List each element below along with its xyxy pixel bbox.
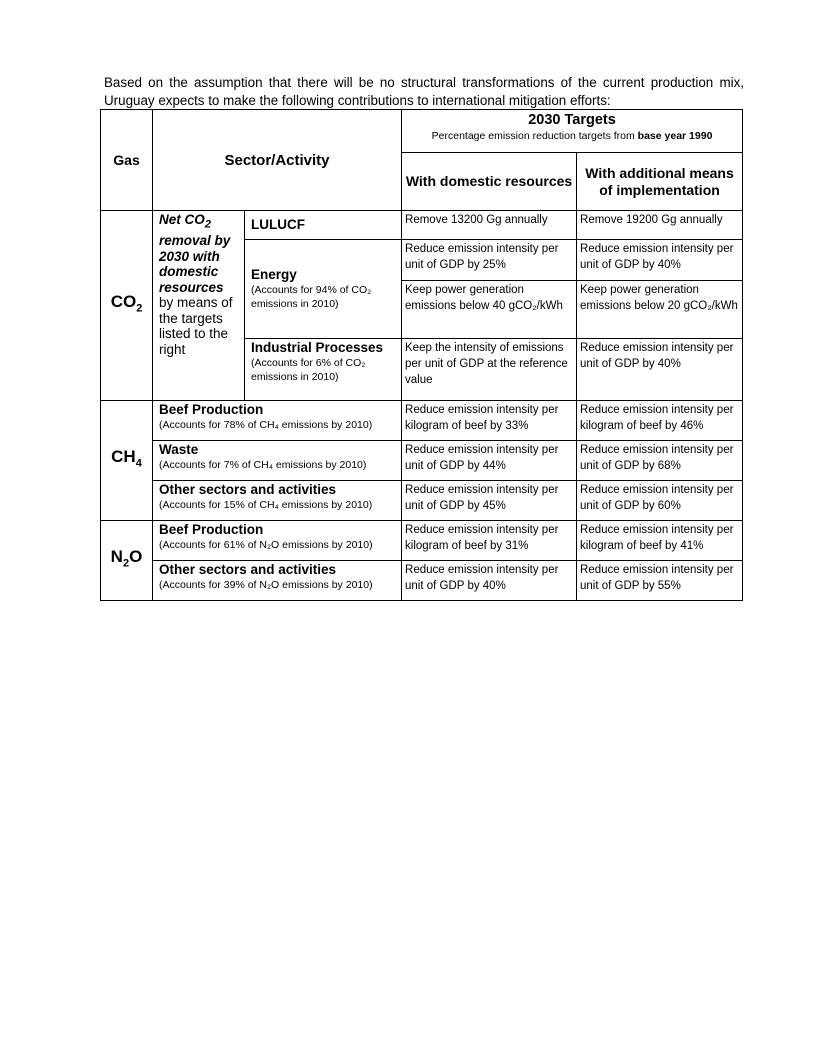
gas-n2o [101,521,153,601]
sector-title: Industrial Processes [251,340,384,355]
gas-n2o-sub: 2 [122,557,130,570]
additional-cell: Remove 19200 Gg annually [577,211,743,240]
domestic-cell: Keep power generation emissions below 40 gCO₂/kWh [402,281,577,339]
table-row [101,561,743,601]
domestic-cell: Keep the intensity of emissions per unit of GDP at the reference value [402,339,577,401]
sector-lulucf [245,211,402,240]
sector-title: Waste [159,442,199,457]
additional-cell: Reduce emission intensity per unit of GDP by 60% [577,481,743,521]
additional-cell: Reduce emission intensity per unit of GDP by 68% [577,441,743,481]
sector-beef-ch4 [153,401,402,441]
co2-desc-rest: by means of the targets listed to the right [159,295,233,357]
header-domestic: With domestic resources [402,153,577,211]
header-additional: With additional means of implementation [577,153,743,211]
domestic-cell: Reduce emission intensity per unit of GDP by 45% [402,481,577,521]
table-row [101,211,743,240]
targets-subtitle-text: Percentage emission reduction targets from [431,130,638,142]
sector-note: (Accounts for 15% of CH₄ emissions by 2010) [159,499,373,511]
sector-energy [245,240,402,339]
header-sector: Sector/Activity [153,110,402,211]
co2-desc-em [159,212,230,295]
sector-note: (Accounts for 94% of CO₂ emissions in 2010) [251,284,372,310]
gas-n2o-label: N [110,547,123,567]
sector-title: Beef Production [159,402,264,417]
table-row [101,401,743,441]
co2-desc-em1-sub: 2 [204,218,212,231]
gas-ch4-sub: 4 [135,457,142,470]
table-row [101,521,743,561]
sector-other-n2o [153,561,402,601]
sector-note: (Accounts for 39% of N₂O emissions by 2010) [159,579,373,591]
additional-cell: Reduce emission intensity per unit of GDP by 55% [577,561,743,601]
header-2030-targets [402,110,743,153]
gas-ch4 [101,401,153,521]
additional-cell: Keep power generation emissions below 20 gCO₂/kWh [577,281,743,339]
domestic-cell: Reduce emission intensity per kilogram of beef by 33% [402,401,577,441]
sector-note: (Accounts for 6% of CO₂ emissions in 2010) [251,357,366,383]
sector-note: (Accounts for 61% of N₂O emissions by 2010) [159,539,373,551]
domestic-cell: Reduce emission intensity per unit of GDP by 25% [402,240,577,281]
header-row [101,110,743,153]
sector-note: (Accounts for 7% of CH₄ emissions by 2010) [159,459,367,471]
domestic-cell: Remove 13200 Gg annually [402,211,577,240]
header-gas: Gas [101,110,153,211]
sector-title: Other sectors and activities [159,482,337,497]
sector-other-ch4 [153,481,402,521]
sector-title: Other sectors and activities [159,562,337,577]
mitigation-targets-table [100,109,743,601]
domestic-cell: Reduce emission intensity per kilogram of beef by 31% [402,521,577,561]
sector-waste [153,441,402,481]
intro-paragraph: Based on the assumption that there will be no structural transformations of the current production mix, Uruguay expects to make the following contributions to international mitigation efforts: [104,75,744,109]
co2-description [153,211,245,401]
gas-co2-sub: 2 [136,302,143,315]
targets-title: 2030 Targets [528,112,616,128]
sector-title: LULUCF [251,217,305,232]
gas-ch4-label: CH [111,447,136,467]
table-row [101,481,743,521]
sector-beef-n2o [153,521,402,561]
additional-cell: Reduce emission intensity per unit of GDP by 40% [577,240,743,281]
gas-n2o-tail: O [129,547,143,567]
additional-cell: Reduce emission intensity per kilogram of beef by 46% [577,401,743,441]
domestic-cell: Reduce emission intensity per unit of GDP by 40% [402,561,577,601]
sector-industrial [245,339,402,401]
targets-subtitle [404,129,740,143]
domestic-cell: Reduce emission intensity per unit of GDP by 44% [402,441,577,481]
gas-co2 [101,211,153,401]
sector-title: Energy [251,267,297,282]
co2-desc-em1: Net CO [159,212,205,227]
co2-desc-em2: removal by 2030 with domestic resources [159,233,231,295]
additional-cell: Reduce emission intensity per kilogram of beef by 41% [577,521,743,561]
sector-title: Beef Production [159,522,264,537]
sector-note: (Accounts for 78% of CH₄ emissions by 2010) [159,419,373,431]
table-row [101,441,743,481]
gas-co2-label: CO [110,292,137,312]
additional-cell: Reduce emission intensity per unit of GDP by 40% [577,339,743,401]
targets-subtitle-bold: base year 1990 [637,130,713,142]
